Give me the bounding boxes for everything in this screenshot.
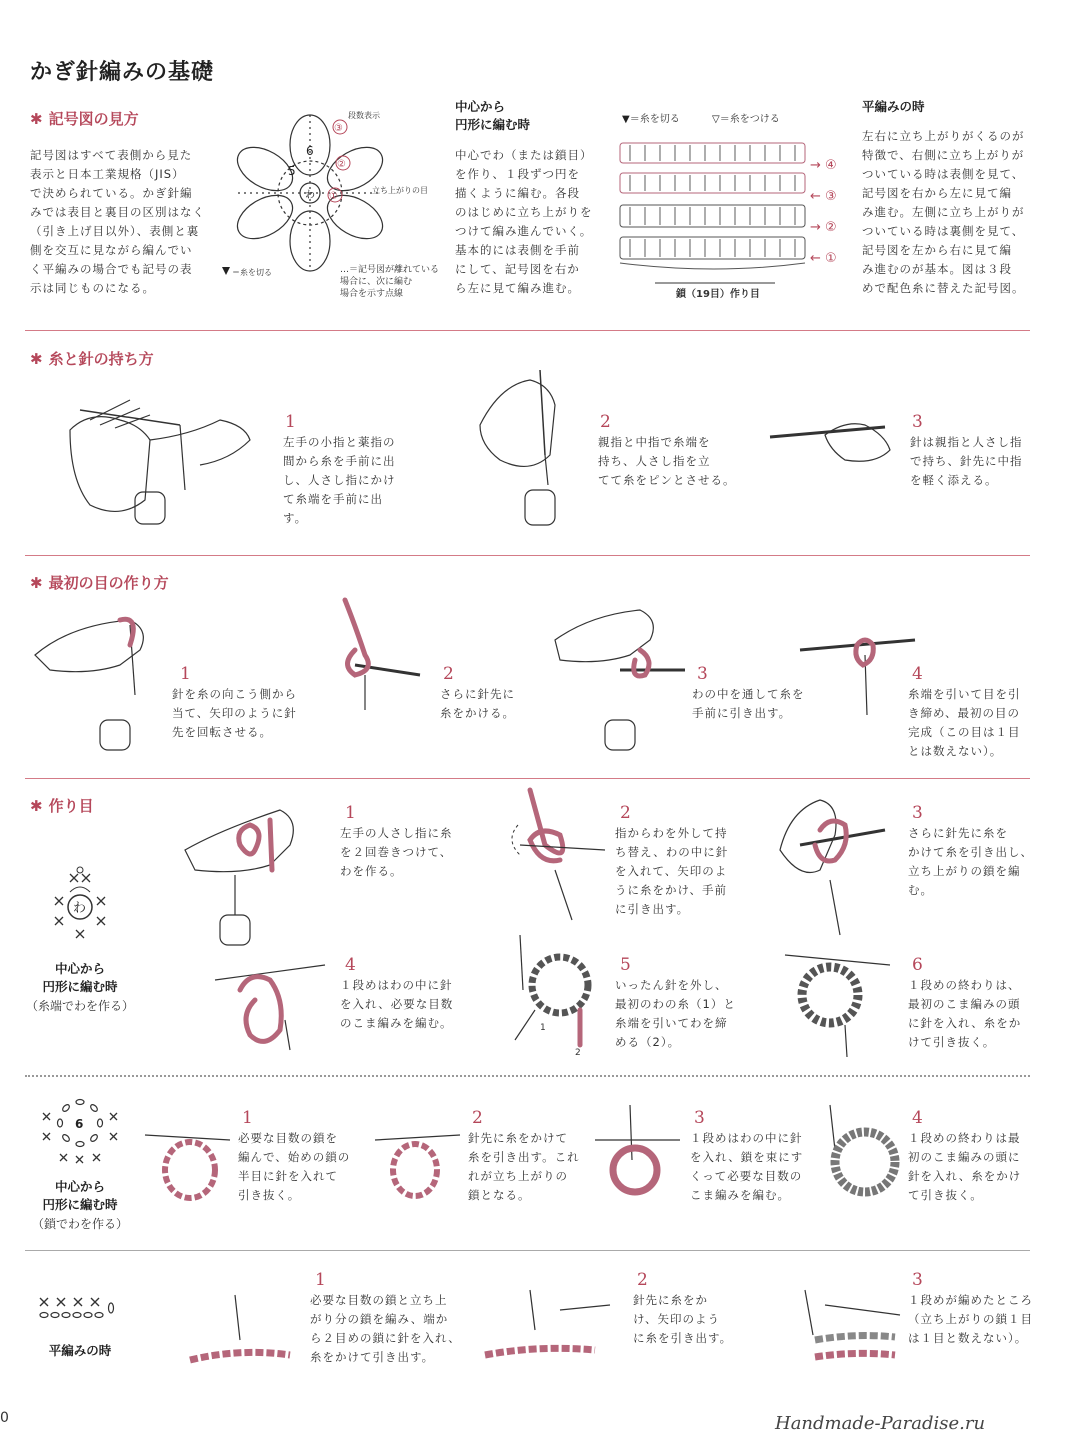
foundation-b-illustration-4 <box>820 1100 910 1205</box>
section-divider <box>25 1250 1030 1251</box>
step-text: 針を糸の向こう側から 当て、矢印のように針 先を回転させる。 <box>172 687 297 739</box>
step-number: 3 <box>694 1108 705 1128</box>
foundation-b-illustration-3 <box>590 1100 685 1205</box>
section-divider <box>25 330 1030 331</box>
step-number: 1 <box>345 803 356 823</box>
circled-2: ② <box>337 159 346 170</box>
flat-rows-diagram <box>615 135 815 285</box>
cut-yarn-label: ＝糸を切る <box>232 268 272 277</box>
arrow-label-1: 1 <box>540 1023 546 1033</box>
step-text: 親指と中指で糸端を 持ち、人さし指を立 てて糸をピンとさせる。 <box>598 435 736 487</box>
round-6-label: 6 <box>306 144 314 158</box>
section-heading-holding <box>30 348 154 369</box>
section-heading-text: 記号図の見方 <box>48 110 139 128</box>
chain-method-heading: 中心から 円形に編む時 <box>42 1179 118 1212</box>
section-divider <box>25 778 1030 779</box>
step-number: 1 <box>180 664 191 684</box>
turning-chain-label: 立ち上がりの目 <box>372 186 428 195</box>
foundation-a-illustration-4 <box>210 950 330 1055</box>
section-heading-foundation <box>30 795 94 816</box>
step-text: 必要な目数の鎖を 編んで、始めの鎖の 半目に針を入れて 引き抜く。 <box>238 1131 351 1202</box>
ring-method-heading: 中心から 円形に編む時 <box>42 961 118 994</box>
first-loop-illustration-4 <box>795 620 920 720</box>
legend-cut-label: ＝糸を切る <box>629 114 680 125</box>
step-text: １段めの終わりは、 最初のこま編みの頭 に針を入れ、糸をか けて引き抜く。 <box>908 978 1022 1049</box>
dotted-line-note: …＝記号図が離れている 場合に、次に編む 場合を示す点線 <box>340 265 440 299</box>
asterisk-icon: ✱ <box>30 574 43 592</box>
step-number: 1 <box>242 1108 253 1128</box>
asterisk-icon: ✱ <box>30 350 43 368</box>
step-text: さらに針先に 糸をかける。 <box>440 687 515 720</box>
step-number: 2 <box>472 1108 483 1128</box>
cut-yarn-icon: ▼ <box>622 114 630 125</box>
dotted-divider <box>25 1075 1030 1077</box>
step-number: 4 <box>912 1108 923 1128</box>
step-number: 2 <box>620 803 631 823</box>
asterisk-icon: ✱ <box>30 797 43 815</box>
flat-symbol-diagram <box>35 1293 125 1323</box>
ring-symbol-diagram <box>40 862 120 942</box>
round-display-label: 段数表示 <box>348 111 380 120</box>
step-text: 左手の小指と薬指の 間から糸を手前に出 し、人さし指にかけ て糸端を手前に出 す。 <box>283 435 396 525</box>
circled-3: ③ <box>334 123 343 134</box>
foundation-b-illustration-1 <box>140 1105 235 1205</box>
chain-count-label: 6 <box>75 1117 84 1131</box>
circle-description: 中心でわ（または鎖目） を作り、１段ずつ円を 描くように編む。各段 のはじめに立ち上がりを つけて編み進んでいく。 基本的には表側を手前 にして、記号図を右か ら左に見て編み進む。 <box>455 148 593 295</box>
step-number: 2 <box>600 412 611 432</box>
step-number: 2 <box>443 664 454 684</box>
chain-foundation-label: 鎖（19目）作り目 <box>676 289 760 300</box>
step-text: １段めはわの中に針 を入れ、鎖を束にす くって必要な目数の こま編みを編む。 <box>690 1131 804 1202</box>
chain-ring-symbol-diagram <box>38 1088 122 1168</box>
step-text: 左手の人さし指に糸 を２回巻きつけて、 わを作る。 <box>340 826 453 878</box>
page-title: かぎ針編みの基礎 <box>30 60 215 85</box>
foundation-c-illustration-2 <box>480 1285 615 1380</box>
row-marker-2: → ② <box>810 220 837 235</box>
foundation-a-illustration-5 <box>505 930 605 1065</box>
section-heading-text: 最初の目の作り方 <box>48 574 169 592</box>
circled-1: ① <box>329 191 338 202</box>
step-text: わの中を通して糸を 手前に引き出す。 <box>692 687 805 720</box>
first-loop-illustration-3 <box>550 600 690 750</box>
arrow-label-2: 2 <box>575 1048 581 1058</box>
step-number: 4 <box>345 955 356 975</box>
flat-description: 左右に立ち上がりがくるのが 特徴で、右側に立ち上がりが ついている時は表側を見て、 記号図を右から左に見て編 み進む。左側に立ち上がりが ついている時は裏側を見て、 記号図を左から右に見て編 み進むのが基本。図は３段 めで配色糸に替えた記号図。 <box>862 129 1025 295</box>
section-heading-text: 糸と針の持ち方 <box>48 350 154 368</box>
row-marker-4: → ④ <box>810 158 837 173</box>
symbols-description: 記号図はすべて表側から見た 表示と日本工業規格（JIS） で決められている。かぎ針編 みでは表目と裏目の区別はなく （引き上げ目以外）、表側と裏 側を交互に見ながら編んでい く平編みの場合でも記号の表 示は同じものになる。 <box>30 148 205 295</box>
step-text: １段めはわの中に針 を入れ、必要な目数 のこま編みを編む。 <box>340 978 454 1030</box>
step-number: 4 <box>912 664 923 684</box>
step-text: 必要な目数の鎖と立ち上 がり分の鎖を編み、端か ら２目めの鎖に針を入れ、 糸をかけて引き出す。 <box>310 1293 461 1364</box>
hand-yarn-illustration-2 <box>470 365 580 535</box>
step-number: 2 <box>637 1270 648 1290</box>
attach-yarn-icon: ▽ <box>712 114 720 125</box>
step-text: １段めの終わりは最 初のこま編みの頭に 針を入れ、糸をかけ て引き抜く。 <box>908 1131 1022 1202</box>
row-markers <box>810 150 837 274</box>
ring-center-label: わ <box>73 901 87 916</box>
foundation-c-illustration-1 <box>180 1290 305 1380</box>
step-number: 5 <box>620 955 631 975</box>
foundation-a-illustration-3 <box>770 790 890 940</box>
step-text: 針先に糸をかけて 糸を引き出す。これ れが立ち上がりの 鎖となる。 <box>468 1131 580 1202</box>
section-divider <box>25 555 1030 556</box>
first-loop-illustration-1 <box>30 605 180 755</box>
page-number: 0 <box>0 1410 9 1426</box>
legend-cut <box>622 110 680 125</box>
step-text: 指からわを外して持 ち替え、わの中に針 を入れて、矢印のよ うに糸をかけ、手前 に引き出す。 <box>615 826 729 916</box>
step-number: 3 <box>912 1270 923 1290</box>
watermark: Handmade-Paradise.ru <box>775 1413 986 1434</box>
step-text: １段めが編めたところ （立ち上がりの鎖１目 は１目と数えない）。 <box>908 1293 1033 1345</box>
row-marker-1: ← ① <box>810 251 837 266</box>
step-text: 針先に糸をか け、矢印のよう に糸を引き出す。 <box>633 1293 733 1345</box>
step-text: 糸端を引いて目を引 き締め、最初の目の 完成（この目は１目 とは数えない）。 <box>908 687 1021 758</box>
step-number: 3 <box>912 803 923 823</box>
step-number: 1 <box>285 412 296 432</box>
hand-yarn-illustration-1 <box>60 380 260 530</box>
row-marker-3: ← ③ <box>810 189 837 204</box>
step-number: 3 <box>697 664 708 684</box>
foundation-a-illustration-6 <box>775 935 895 1060</box>
step-number: 6 <box>912 955 923 975</box>
legend-attach <box>712 110 780 125</box>
section-heading-text: 作り目 <box>48 797 94 815</box>
legend-attach-label: ＝糸をつける <box>719 114 780 125</box>
step-text: いったん針を外し、 最初のわの糸（1）と 糸端を引いてわを締 める（2）。 <box>615 978 736 1049</box>
foundation-a-illustration-1 <box>180 800 335 950</box>
ring-method-note: （糸端でわを作る） <box>25 999 134 1013</box>
step-text: 針は親指と人さし指 で持ち、針先に中指 を軽く添える。 <box>910 435 1023 487</box>
hook-holding-illustration <box>765 405 895 475</box>
foundation-c-illustration-3 <box>795 1285 905 1380</box>
foundation-a-illustration-2 <box>500 785 610 925</box>
asterisk-icon: ✱ <box>30 110 43 128</box>
step-text: さらに針先に糸を かけて糸を引き出し、 立ち上がりの鎖を編 む。 <box>908 826 1033 897</box>
circle-heading: 中心から 円形に編む時 <box>455 99 531 132</box>
section-heading-symbols <box>30 108 139 129</box>
step-number: 1 <box>315 1270 326 1290</box>
flat-heading: 平編みの時 <box>862 99 925 114</box>
flat-method-heading: 平編みの時 <box>48 1343 112 1358</box>
chain-method-note: （鎖でわを作る） <box>31 1217 128 1231</box>
first-loop-illustration-2 <box>315 595 425 715</box>
round-5-label: 5 <box>288 164 296 178</box>
section-heading-first-loop <box>30 572 169 593</box>
cut-yarn-icon <box>222 267 230 275</box>
ring-label: わ <box>305 190 315 201</box>
step-number: 3 <box>912 412 923 432</box>
foundation-b-illustration-2 <box>370 1105 465 1205</box>
